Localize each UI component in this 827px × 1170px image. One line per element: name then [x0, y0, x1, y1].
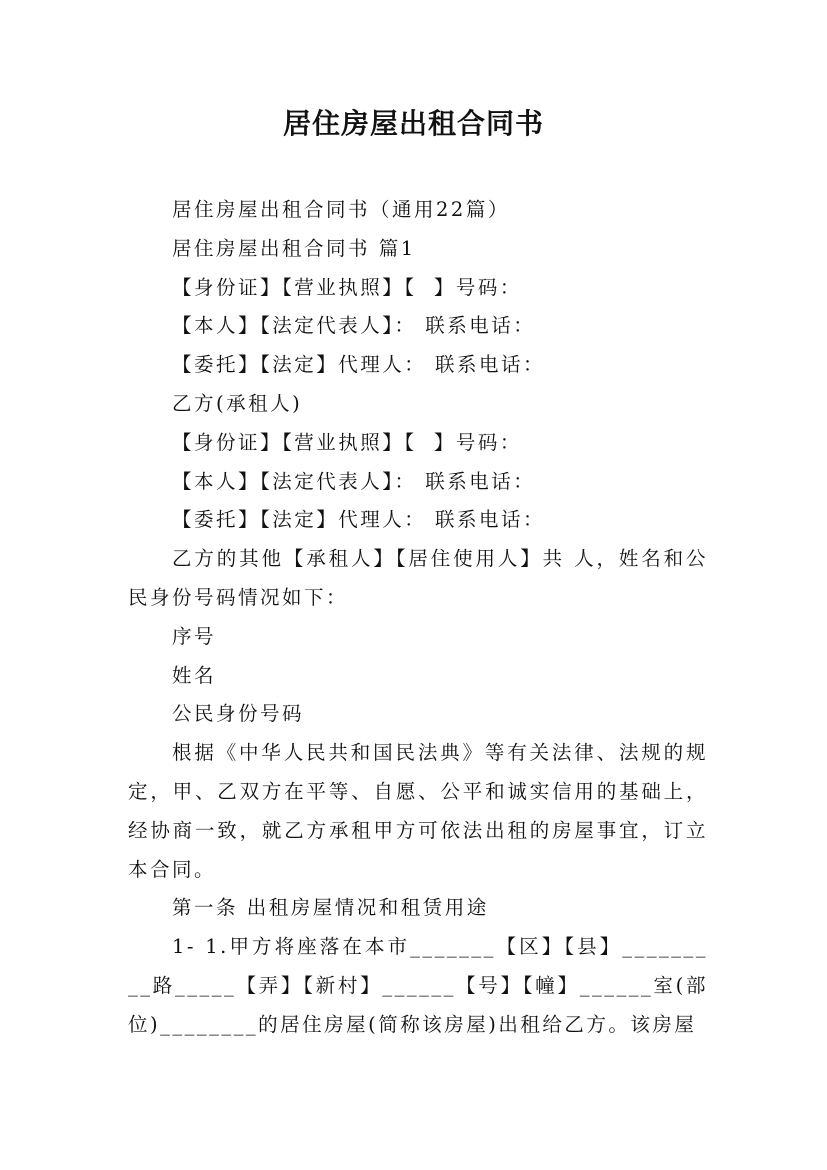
paragraph: 【委托】【法定】代理人： 联系电话： [172, 353, 545, 377]
paragraph: 根据《中华人民共和国民法典》等有关法律、法规的规定，甲、乙双方在平等、自愿、公平和诚实信用的基础上，经协商一致，就乙方承租甲方可依法出租的房屋事宜，订立本合同。 [128, 741, 708, 881]
paragraph: 居住房屋出租合同书 篇1 [172, 236, 416, 260]
paragraph: 居住房屋出租合同书（通用22篇） [172, 198, 510, 221]
paragraph: 公民身份号码 [172, 702, 305, 726]
paragraph: 【身份证】【营业执照】【 】号码： [172, 275, 522, 299]
paragraph: 【委托】【法定】代理人： 联系电话： [172, 508, 545, 532]
paragraph: 序号 [172, 624, 217, 648]
paragraph: 【本人】【法定代表人】： 联系电话： [172, 469, 536, 493]
paragraph: 姓名 [172, 663, 217, 687]
paragraph: 1- 1.甲方将座落在本市_______【区】【县】_________路_____【弄】【新村】______【号】【幢】______室(部位)________的居住房屋(简称该房屋)出租给乙方。该房屋 [128, 935, 708, 1036]
document-body [128, 191, 708, 1045]
paragraph: 乙方的其他【承租人】【居住使用人】共 人，姓名和公民身份号码情况如下： [128, 547, 708, 609]
document-title: 居住房屋出租合同书 [282, 107, 544, 140]
paragraph: 乙方(承租人) [172, 391, 303, 415]
section-heading: 第一条 出租房屋情况和租赁用途 [172, 896, 489, 920]
paragraph: 【身份证】【营业执照】【 】号码： [172, 430, 522, 454]
paragraph: 【本人】【法定代表人】： 联系电话： [172, 314, 536, 338]
